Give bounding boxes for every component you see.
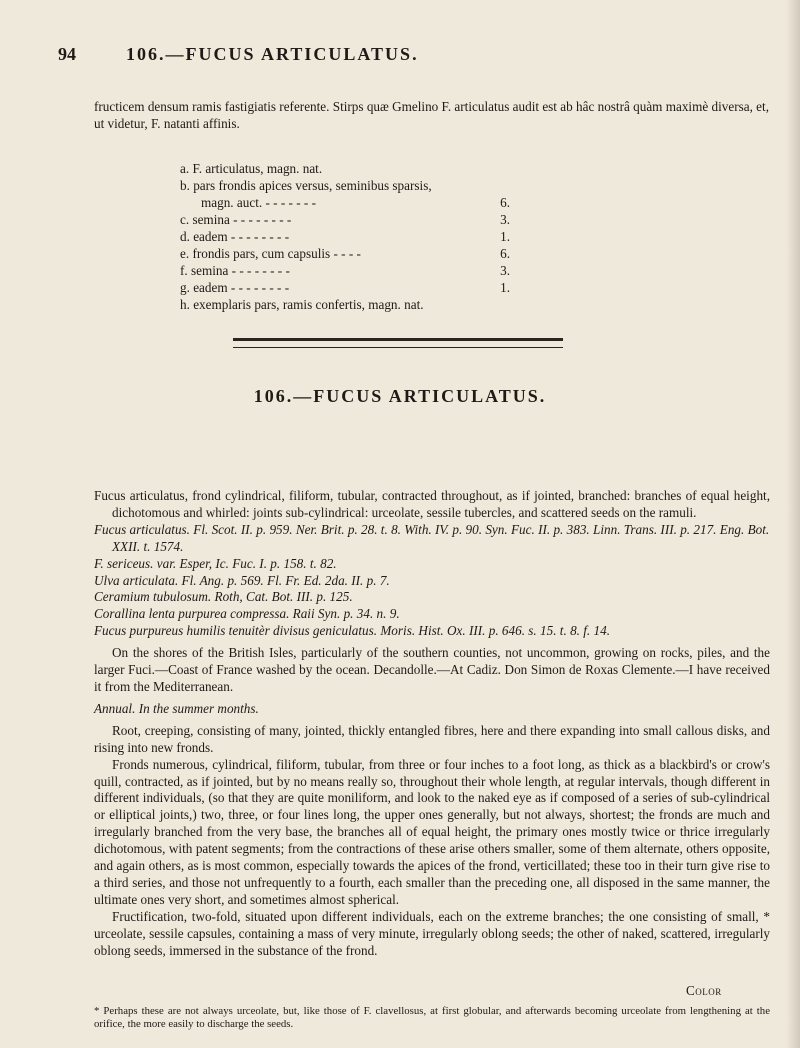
fructification-paragraph: Fructification, two-fold, situated upon different individuals, each on the extreme branches; the one consisting of small, * urceolate, sessile capsules, containing a mass of very minute, irregularly oblong seeds; the other of naked, scattered, irregularly oblong seeds, immersed in the substance of the frond.: [94, 908, 770, 958]
specific-character: Fucus articulatus, frond cylindrical, filiform, tubular, contracted throughout, as if jointed, branched: branches of equal height, dichotomous and whirled: joints sub-cylindrical: urceolate, sessile tubercles, and scattered seeds on the ramuli.: [94, 488, 770, 520]
figure-item-e: e. frondis pars, cum capsulis - - - - 6.: [180, 246, 510, 261]
figure-item-b: b. pars frondis apices versus, seminibus sparsis,: [180, 178, 432, 193]
synonym-line: Ceramium tubulosum. Roth, Cat. Bot. III. p. 125.: [94, 589, 353, 605]
species-title: 106.—FUCUS ARTICULATUS.: [253, 386, 547, 406]
figure-item-b-cont: magn. auct. - - - - - - - 6.: [201, 195, 510, 210]
synonymy: [94, 522, 770, 640]
figure-item-c: c. semina - - - - - - - - 3.: [180, 212, 510, 227]
synonym-line: Fucus articulatus. Fl. Scot. II. p. 959. Ner. Brit. p. 28. t. 8. With. IV. p. 90. Syn. Fuc. II. p. 383. Linn. Trans. III. p. 217. Eng. Bot. XXII. t. 1574.: [94, 521, 770, 554]
synonym-line: Fucus purpureus humilis tenuitèr divisus geniculatus. Moris. Hist. Ox. III. p. 646. s. 15. t. 8. f. 14.: [94, 623, 610, 639]
habitat-paragraph: On the shores of the British Isles, particularly of the southern counties, not uncommon, growing on rocks, piles, and the larger Fuci.—Coast of France washed by the ocean. Decandolle.—At Cadiz. Don Simon de Roxas Clemente.—I have received it from the Mediterranean.: [94, 645, 770, 694]
running-title: 106.—FUCUS ARTICULATUS.: [126, 44, 419, 64]
figure-item-d: d. eadem - - - - - - - - 1.: [180, 229, 510, 244]
synonym-line: F. sericeus. var. Esper, Ic. Fuc. I. p. 158. t. 82.: [94, 555, 337, 571]
running-head: [58, 44, 758, 68]
species-body: [94, 488, 770, 959]
root-paragraph: Root, creeping, consisting of many, jointed, thickly entangled fibres, here and there expanding into small callous disks, and rising into new fronds.: [94, 722, 770, 755]
figure-item-f: f. semina - - - - - - - - 3.: [180, 263, 510, 278]
intro-paragraph: fructicem densum ramis fastigiatis referente. Stirps quæ Gmelino F. articulatus audit est ab hâc nostrâ quàm maximè diversa, et, ut videtur, F. natanti affinis.: [94, 99, 769, 131]
figure-item-a: a. F. articulatus, magn. nat.: [180, 161, 323, 176]
footnote: * Perhaps these are not always urceolate, but, like those of F. clavellosus, at first globular, and afterwards becoming urceolate from lengthening at the orifice, the more easily to discharge the seeds.: [94, 1005, 770, 1030]
duration-paragraph: Annual. In the summer months.: [94, 700, 259, 716]
figure-item-g: g. eadem - - - - - - - - 1.: [180, 280, 510, 295]
synonym-line: Corallina lenta purpurea compressa. Raii Syn. p. 34. n. 9.: [94, 606, 400, 622]
figure-explanation-list: [180, 160, 510, 313]
catchword: Color: [686, 983, 722, 998]
synonym-line: Ulva articulata. Fl. Ang. p. 569. Fl. Fr. Ed. 2da. II. p. 7.: [94, 572, 390, 588]
fronds-paragraph: Fronds numerous, cylindrical, filiform, tubular, from three or four inches to a foot long, as thick as a blackbird's or crow's quill, contracted, as if jointed, but by no means really so, throughout their whole length, at regular intervals, though different in different individuals, (so that they are quite moniliform, and look to the naked eye as if composed of a series of sub-cylindrical or elliptical joints,) two, three, or four lines long, the upper ones generally, but not always, shortest; the fronds are much and irregularly branched from the very base, the branches all of equal height, the primary ones mostly twice or thrice irregularly dichotomous, with patent segments; from the contractions of these arise others smaller, some of them alternate, others opposite, and again others, as is most common, especially towards the apices of the frond, verticillated; these too in their turn give rise to a third series, and those not unfrequently to a fourth, each smaller than the preceding one, all disposed in the same manner, the ultimate ones very short, and sometimes almost spherical.: [94, 756, 770, 907]
page-edge-shadow: [786, 0, 800, 1048]
section-divider: [233, 338, 563, 348]
figure-item-h: h. exemplaris pars, ramis confertis, magn. nat.: [180, 297, 424, 312]
page-number: 94: [58, 44, 76, 64]
